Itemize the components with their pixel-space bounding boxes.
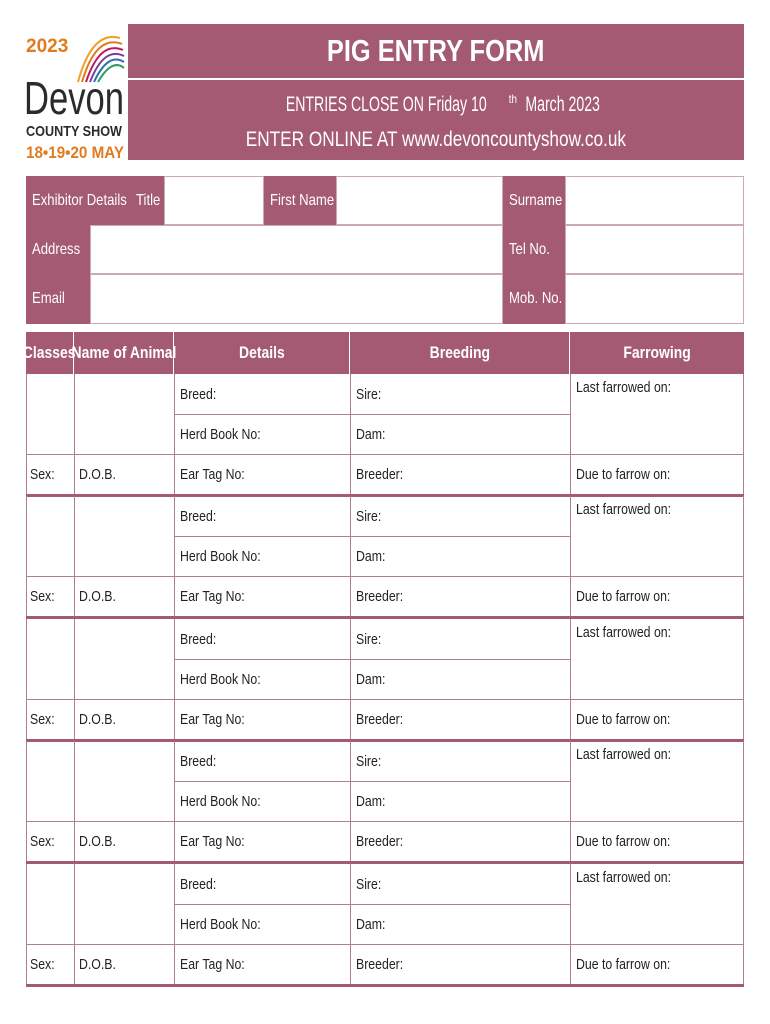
dob-label: D.O.B. xyxy=(79,466,116,483)
ear-tag-label: Ear Tag No: xyxy=(180,710,245,728)
entry-block[interactable] xyxy=(26,374,744,496)
ear-tag-label: Ear Tag No: xyxy=(180,588,245,606)
logo-name: Devon xyxy=(24,72,124,124)
dam-label: Dam: xyxy=(356,670,386,688)
due-to-farrow-label: Due to farrow on: xyxy=(576,710,671,728)
sire-label: Sire: xyxy=(356,630,382,648)
column-header-name-of-animal: Name of Animal xyxy=(74,332,174,374)
grid-right xyxy=(743,619,744,739)
sex-label: Sex: xyxy=(30,955,55,973)
herd-book-label: Herd Book No: xyxy=(180,426,261,443)
herd-book-label: Herd Book No: xyxy=(180,915,261,933)
online-text: ENTER ONLINE AT www.devoncountyshow.co.uk xyxy=(245,128,627,151)
surname-label: Surname xyxy=(509,191,563,209)
breeder-label: Breeder: xyxy=(356,955,404,973)
herd-book-label: Herd Book No: xyxy=(180,670,261,688)
sex-label: Sex: xyxy=(30,588,55,606)
breed-label: Breed: xyxy=(180,386,217,403)
sex-label: Sex: xyxy=(30,466,55,483)
entries-table xyxy=(23,332,744,988)
closing-date-text: ENTRIES CLOSE ON Friday 10 xyxy=(285,93,487,116)
sire-label: Sire: xyxy=(356,875,382,893)
column-header-breeding: Breeding xyxy=(350,332,570,374)
sire-label: Sire: xyxy=(356,508,382,526)
grid-right xyxy=(743,374,744,494)
dam-label: Dam: xyxy=(356,548,386,566)
herd-book-label: Herd Book No: xyxy=(180,793,261,811)
ear-tag-label: Ear Tag No: xyxy=(180,466,245,483)
breed-label: Breed: xyxy=(180,630,217,648)
grid-row-1 xyxy=(174,414,570,415)
due-to-farrow-label: Due to farrow on: xyxy=(576,466,671,483)
closing-date-line xyxy=(128,92,744,117)
grid-right xyxy=(743,864,744,984)
column-header-details: Details xyxy=(174,332,350,374)
breed-label: Breed: xyxy=(180,875,217,893)
address-field[interactable] xyxy=(90,225,503,274)
entry-block[interactable] xyxy=(26,741,744,863)
logo-subtitle: COUNTY SHOW xyxy=(26,123,123,140)
ear-tag-label: Ear Tag No: xyxy=(180,955,245,973)
grid-left xyxy=(26,496,27,616)
grid-col-name xyxy=(174,374,175,494)
breeder-label: Breeder: xyxy=(356,466,404,483)
dob-label: D.O.B. xyxy=(79,833,116,851)
entry-separator xyxy=(26,984,744,987)
entry-block[interactable] xyxy=(26,619,744,741)
grid-col-details xyxy=(350,741,351,861)
grid-row-1 xyxy=(174,659,570,660)
grid-left xyxy=(26,741,27,861)
email-label: Email xyxy=(32,290,65,307)
ear-tag-label: Ear Tag No: xyxy=(180,833,245,851)
last-farrowed-label: Last farrowed on: xyxy=(576,379,672,396)
herd-book-label: Herd Book No: xyxy=(180,548,261,566)
grid-col-classes xyxy=(74,864,75,984)
grid-row-2 xyxy=(26,944,744,945)
sire-label: Sire: xyxy=(356,386,382,403)
sire-label: Sire: xyxy=(356,753,382,771)
grid-row-2 xyxy=(26,576,744,577)
due-to-farrow-label: Due to farrow on: xyxy=(576,588,671,606)
entry-block[interactable] xyxy=(26,864,744,986)
surname-field[interactable] xyxy=(565,176,744,225)
sex-label: Sex: xyxy=(30,710,55,728)
sex-label: Sex: xyxy=(30,833,55,851)
closing-date-sup: th xyxy=(508,92,518,106)
grid-col-name xyxy=(174,741,175,861)
column-header-farrowing: Farrowing xyxy=(623,343,691,362)
grid-row-1 xyxy=(174,904,570,905)
grid-row-1 xyxy=(174,781,570,782)
mob-label: Mob. No. xyxy=(509,290,563,307)
last-farrowed-label: Last farrowed on: xyxy=(576,746,672,764)
grid-left xyxy=(26,619,27,739)
breeder-label: Breeder: xyxy=(356,710,404,728)
breed-label: Breed: xyxy=(180,753,217,771)
grid-row-2 xyxy=(26,821,744,822)
last-farrowed-label: Last farrowed on: xyxy=(576,868,672,886)
title-bar xyxy=(128,24,744,80)
grid-col-classes xyxy=(74,496,75,616)
dam-label: Dam: xyxy=(356,426,386,443)
grid-left xyxy=(26,374,27,494)
breeder-label: Breeder: xyxy=(356,588,404,606)
due-to-farrow-label: Due to farrow on: xyxy=(576,833,671,851)
grid-row-2 xyxy=(26,699,744,700)
grid-right xyxy=(743,496,744,616)
exhibitor-details-section xyxy=(26,176,744,324)
mob-field[interactable] xyxy=(565,274,744,324)
exhibitor-details-label: Exhibitor Details xyxy=(32,191,127,209)
address-label: Address xyxy=(32,240,81,258)
grid-col-details xyxy=(350,374,351,494)
logo-year: 2023 xyxy=(26,36,69,57)
grid-right xyxy=(743,741,744,861)
grid-row-2 xyxy=(26,454,744,455)
entry-block[interactable] xyxy=(26,496,744,618)
page-title: PIG ENTRY FORM xyxy=(327,33,545,68)
grid-col-details xyxy=(350,496,351,616)
title-field[interactable] xyxy=(164,176,264,225)
dam-label: Dam: xyxy=(356,915,386,933)
grid-col-breeding xyxy=(570,619,571,739)
grid-col-breeding xyxy=(570,496,571,616)
subtitle-bar xyxy=(128,80,744,160)
entries-header xyxy=(23,332,744,374)
grid-col-details xyxy=(350,864,351,984)
grid-col-breeding xyxy=(570,741,571,861)
dob-label: D.O.B. xyxy=(79,955,116,973)
last-farrowed-label: Last farrowed on: xyxy=(576,623,672,641)
grid-col-classes xyxy=(74,374,75,494)
first-name-label: First Name xyxy=(270,191,335,209)
dob-label: D.O.B. xyxy=(79,588,116,606)
grid-left xyxy=(26,864,27,984)
email-field[interactable] xyxy=(90,274,503,324)
online-line xyxy=(128,128,744,152)
grid-row-1 xyxy=(174,536,570,537)
due-to-farrow-label: Due to farrow on: xyxy=(576,955,671,973)
first-name-field[interactable] xyxy=(336,176,503,225)
title-label: Title xyxy=(136,191,161,209)
logo-dates: 18•19•20 MAY xyxy=(26,143,125,162)
dam-label: Dam: xyxy=(356,793,386,811)
last-farrowed-label: Last farrowed on: xyxy=(576,501,672,519)
tel-label: Tel No. xyxy=(509,240,550,258)
column-header-classes: Classes xyxy=(26,332,74,374)
grid-col-breeding xyxy=(570,374,571,494)
breeder-label: Breeder: xyxy=(356,833,404,851)
devon-county-show-logo xyxy=(24,26,128,166)
grid-col-breeding xyxy=(570,864,571,984)
grid-col-details xyxy=(350,619,351,739)
grid-col-classes xyxy=(74,741,75,861)
grid-col-name xyxy=(174,864,175,984)
closing-date-month: March 2023 xyxy=(525,93,600,116)
grid-col-classes xyxy=(74,619,75,739)
grid-col-name xyxy=(174,496,175,616)
tel-field[interactable] xyxy=(565,225,744,274)
dob-label: D.O.B. xyxy=(79,710,116,728)
breed-label: Breed: xyxy=(180,508,217,526)
grid-col-name xyxy=(174,619,175,739)
